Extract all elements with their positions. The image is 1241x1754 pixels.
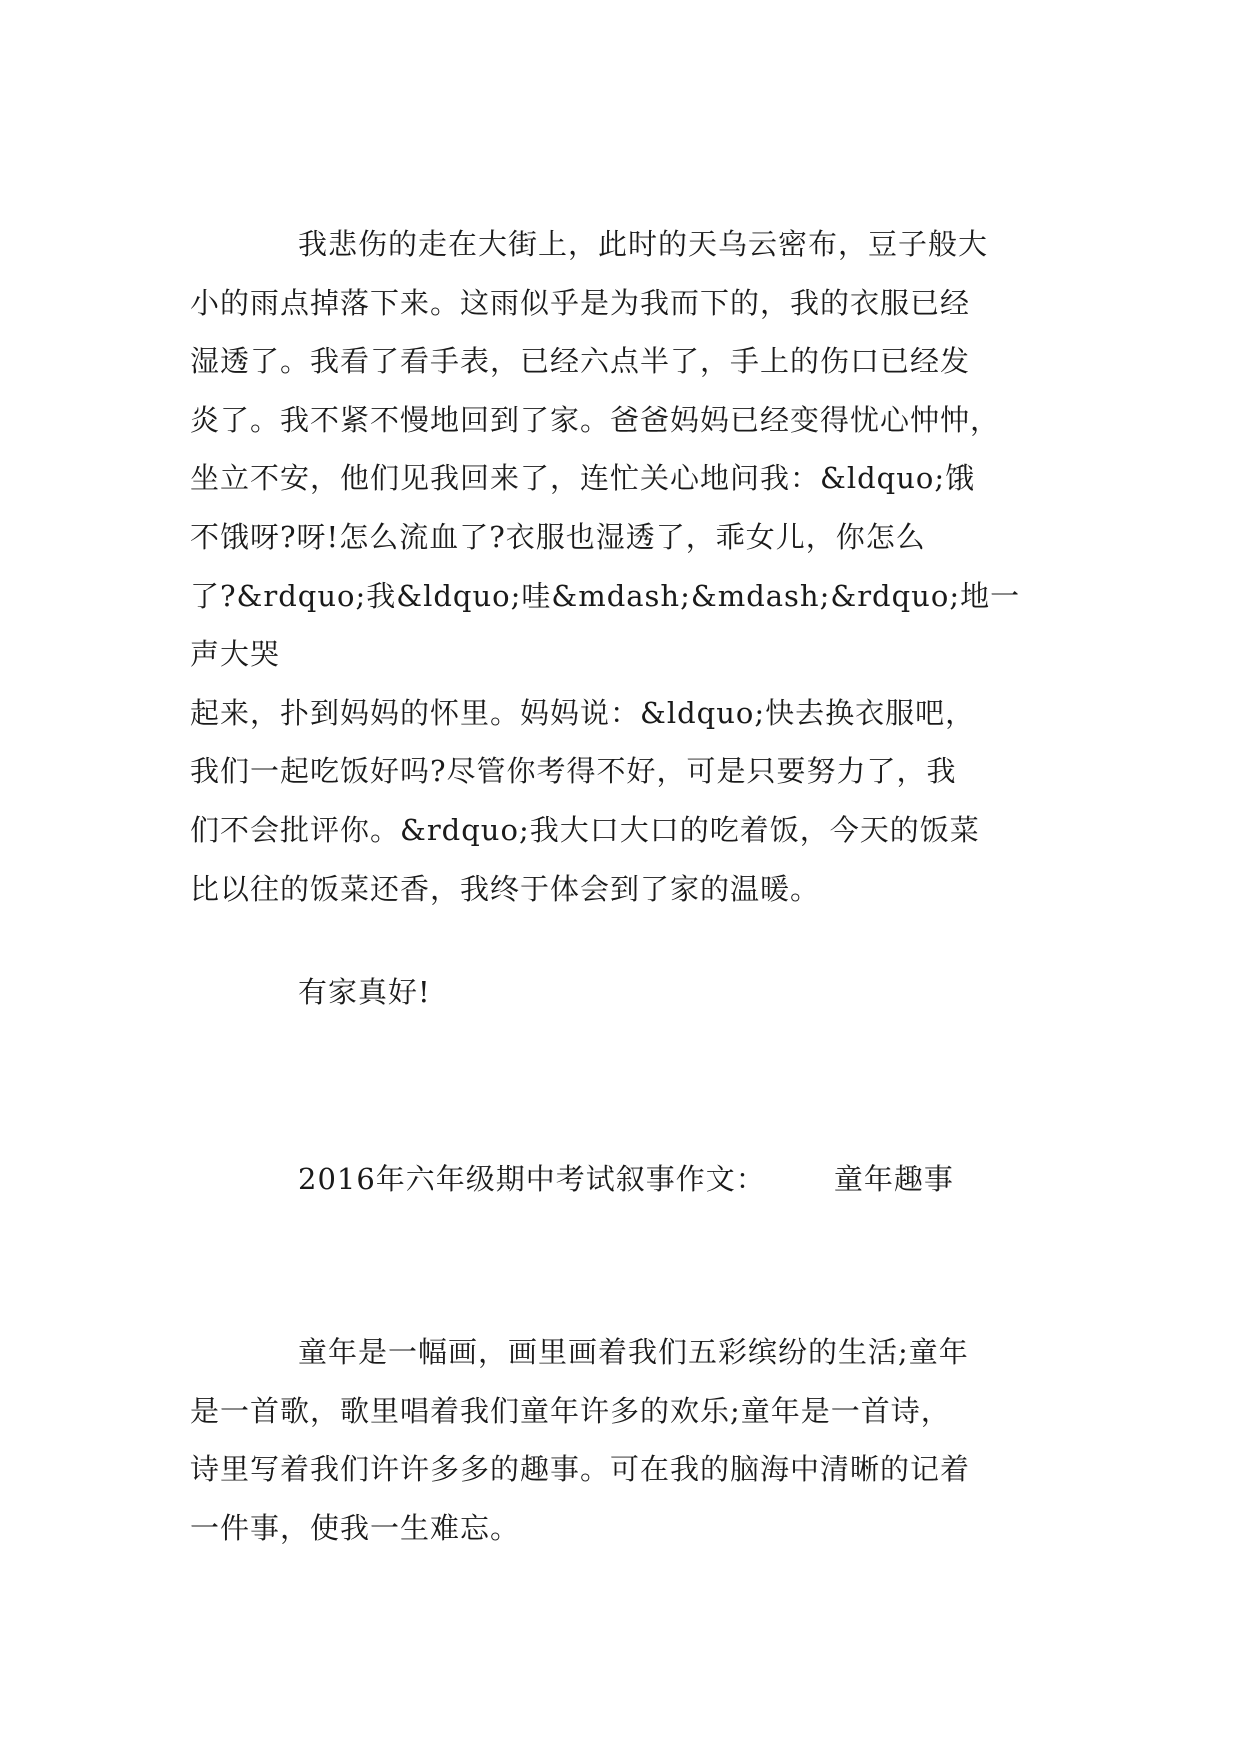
paragraph-line: 比以往的饭菜还香，我终于体会到了家的温暖。 (190, 871, 821, 906)
paragraph-line: 我们一起吃饭好吗?尽管你考得不好，可是只要努力了，我 (190, 754, 957, 789)
paragraph-line: 小的雨点掉落下来。这雨似乎是为我而下的，我的衣服已经 (190, 285, 971, 320)
paragraph-line: 我悲伤的走在大街上，此时的天乌云密布，豆子般大 (298, 227, 989, 261)
paragraph-line: 诗里写着我们许许多多的趣事。可在我的脑海中清晰的记着 (190, 1452, 971, 1487)
essay-title (298, 1150, 1058, 1209)
paragraph-line: 们不会批评你。&rdquo;我大口大口的吃着饭，今天的饭菜 (190, 812, 980, 847)
paragraph-line: 童年是一幅画，画里画着我们五彩缤纷的生活;童年 (298, 1335, 969, 1369)
closing-line: 有家真好! (298, 975, 431, 1009)
paragraph-line: 不饿呀?呀!怎么流血了?衣服也湿透了，乖女儿，你怎么 (190, 519, 926, 554)
paragraph-line: 起来，扑到妈妈的怀里。妈妈说：&ldquo;快去换衣服吧， (190, 695, 976, 730)
paragraph-line: 了?&rdquo;我&ldquo;哇&mdash;&mdash;&rdquo;地一声大哭 (190, 578, 1021, 672)
paragraph-line: 坐立不安，他们见我回来了，连忙关心地问我：&ldquo;饿 (190, 461, 976, 496)
story-paragraph (190, 215, 1050, 918)
paragraph-line: 湿透了。我看了看手表，已经六点半了，手上的伤口已经发 (190, 344, 971, 379)
essay-title-subtitle: 童年趣事 (833, 1162, 954, 1196)
essay-paragraph (190, 1323, 1050, 1557)
paragraph-line: 一件事，使我一生难忘。 (190, 1510, 521, 1545)
paragraph-line: 炎了。我不紧不慢地回到了家。爸爸妈妈已经变得忧心忡忡， (190, 402, 1001, 437)
essay-title-main: 2016年六年级期中考试叙事作文： (298, 1162, 766, 1196)
paragraph-line: 是一首歌，歌里唱着我们童年许多的欢乐;童年是一首诗， (190, 1393, 951, 1428)
